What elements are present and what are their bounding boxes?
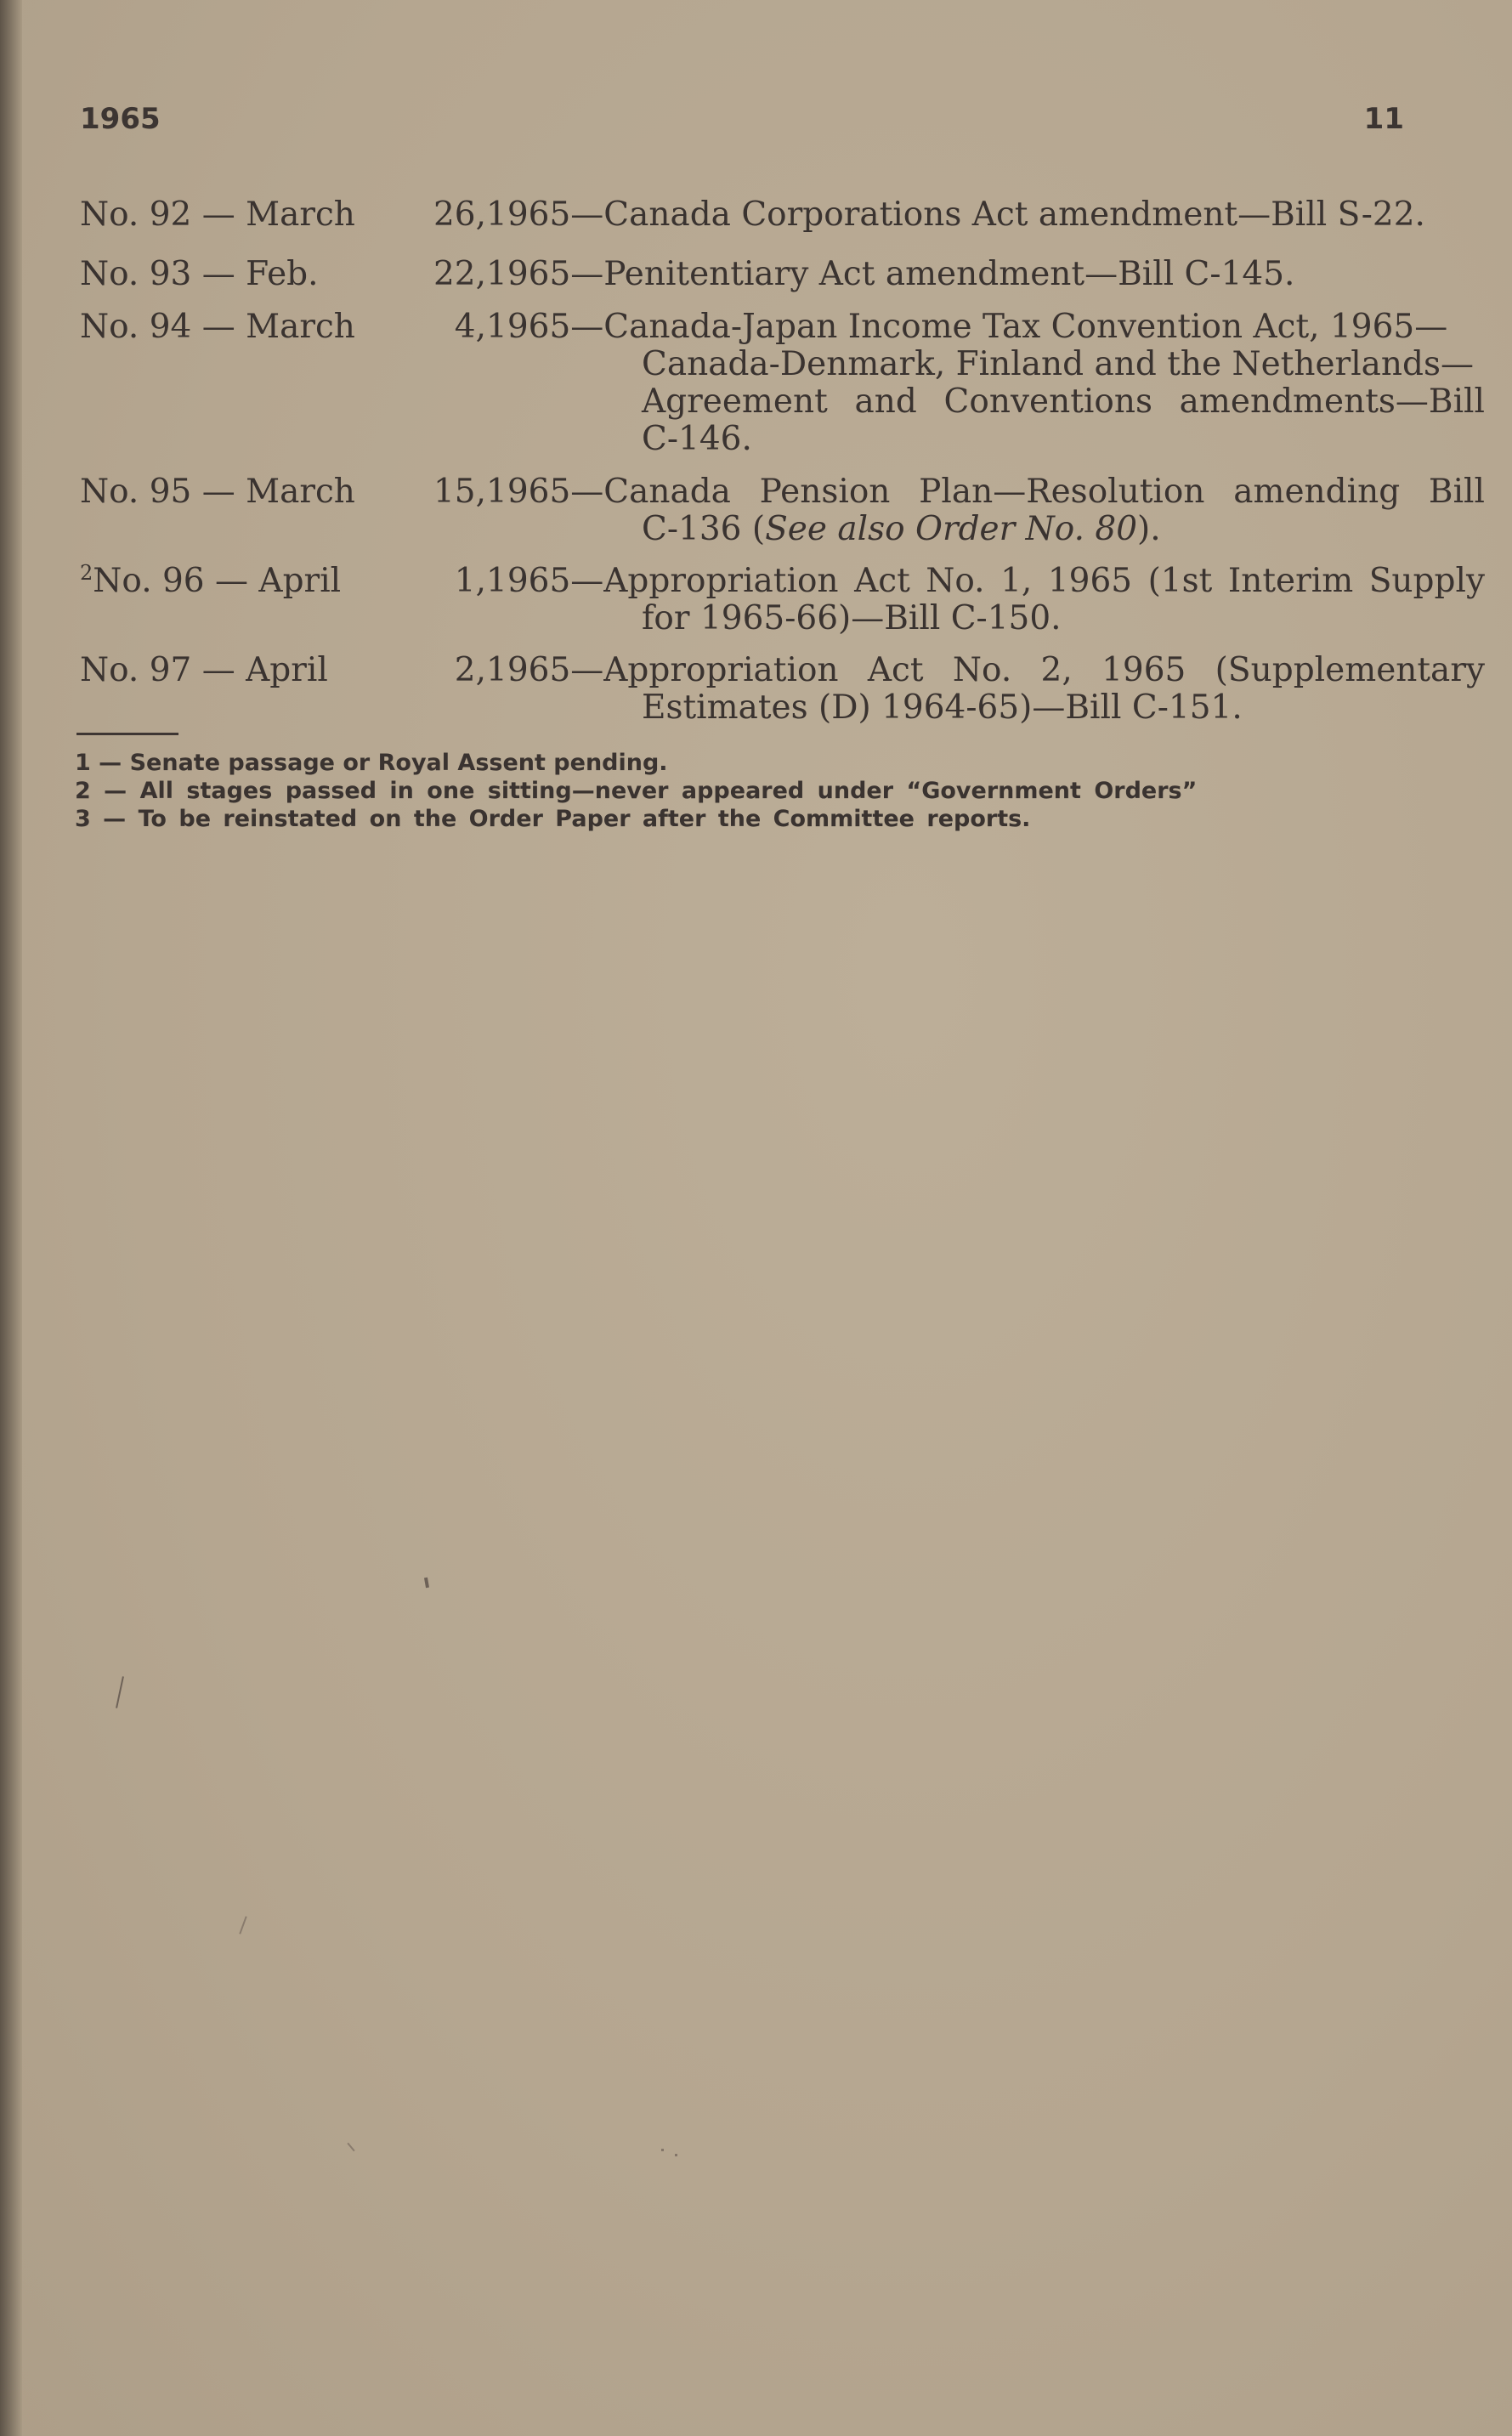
order-number: No. 95 xyxy=(80,473,192,511)
order-month: March xyxy=(246,308,355,346)
order-number-and-month: $^2$No. 96 — April xyxy=(80,561,342,600)
order-number-and-month: No. 93 — Feb. xyxy=(80,255,319,293)
order-description xyxy=(486,256,1485,293)
header-year: 1965 xyxy=(80,102,161,136)
footnote-divider xyxy=(76,733,178,735)
order-day: 22, xyxy=(433,255,486,293)
order-number-and-month: No. 92 — March xyxy=(80,195,355,234)
paper-blemish xyxy=(661,2149,664,2151)
order-description xyxy=(486,196,1485,234)
order-number: No. 92 xyxy=(80,195,192,234)
order-description xyxy=(486,652,1485,727)
order-day: 26, xyxy=(433,195,486,234)
order-day: 1, xyxy=(454,562,486,600)
paper-blemish xyxy=(239,1916,246,1934)
order-number: No. 94 xyxy=(80,308,192,346)
description-line: 1965—Canada Corporations Act amendment—Bill S-22. xyxy=(486,195,1425,234)
paper-blemish xyxy=(424,1578,429,1589)
paper-blemish xyxy=(116,1676,124,1708)
order-number: No. 93 xyxy=(80,255,192,293)
order-number: No. 96 xyxy=(93,562,205,600)
book-spine-shadow xyxy=(0,0,22,2436)
order-number-and-month: No. 97 — April xyxy=(80,651,328,689)
paper-blemish xyxy=(675,2154,677,2156)
description-line: 1965—Canada Pension Plan—Resolution amending Bill xyxy=(486,473,1485,511)
page-header xyxy=(80,102,1404,139)
description-line: Canada-Denmark, Finland and the Netherlands— xyxy=(642,345,1475,383)
description-line xyxy=(486,511,1485,548)
order-number: No. 97 xyxy=(80,651,192,689)
description-line: 1965—Appropriation Act No. 2, 1965 (Supplementary xyxy=(486,651,1485,689)
paper-blemish xyxy=(347,2143,354,2151)
order-day: 15, xyxy=(433,473,486,511)
description-line: 1965—Appropriation Act No. 1, 1965 (1st Interim Supply xyxy=(486,562,1485,600)
description-text: ). xyxy=(1137,510,1161,548)
order-number-and-month: No. 94 — March xyxy=(80,308,355,346)
cross-reference: See also Order No. 80 xyxy=(765,510,1138,548)
order-number-and-month: No. 95 — March xyxy=(80,473,355,511)
description-text: C-136 ( xyxy=(642,510,766,548)
description-line: for 1965-66)—Bill C-150. xyxy=(642,599,1062,637)
page-number: 11 xyxy=(1363,102,1404,136)
order-description xyxy=(486,473,1485,548)
description-line: Estimates (D) 1964-65)—Bill C-151. xyxy=(642,688,1243,727)
footnote-marker: 2 xyxy=(80,561,93,585)
order-month: April xyxy=(258,562,342,600)
order-description xyxy=(486,309,1485,458)
order-month: March xyxy=(246,473,355,511)
order-month: April xyxy=(246,651,328,689)
order-month: Feb. xyxy=(246,255,319,293)
order-description xyxy=(486,563,1485,637)
footnote: 1 — Senate passage or Royal Assent pending. xyxy=(75,750,668,776)
footnote: 2 — All stages passed in one sitting—never appeared under “Government Orders” xyxy=(75,778,1198,804)
description-line: C-146. xyxy=(642,420,752,458)
footnote: 3 — To be reinstated on the Order Paper after the Committee reports. xyxy=(75,806,1031,832)
description-line: 1965—Canada-Japan Income Tax Convention Act, 1965— xyxy=(486,308,1448,346)
order-day: 4, xyxy=(454,308,486,346)
description-line: Agreement and Conventions amendments—Bill xyxy=(642,382,1485,421)
order-day: 2, xyxy=(454,651,486,689)
description-line: 1965—Penitentiary Act amendment—Bill C-145. xyxy=(486,255,1295,293)
order-month: March xyxy=(246,195,355,234)
